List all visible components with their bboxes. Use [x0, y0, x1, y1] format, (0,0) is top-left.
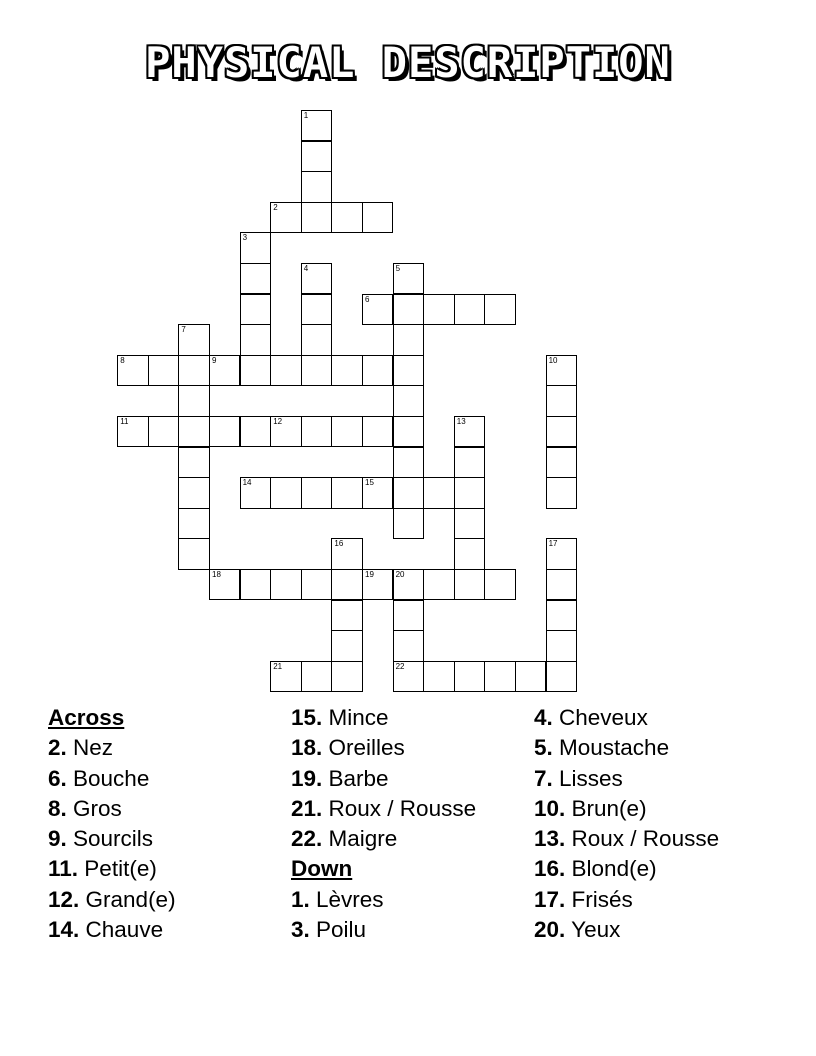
crossword-cell[interactable]: [423, 569, 454, 600]
crossword-cell[interactable]: [301, 569, 332, 600]
clue-number: 3: [242, 233, 248, 243]
crossword-cell[interactable]: [301, 141, 332, 172]
clue-item: [291, 764, 476, 794]
clue-number: 13: [456, 417, 466, 426]
clue-number: 11: [120, 417, 129, 426]
clue-item-text: Lèvres: [309, 886, 384, 912]
clue-column-2: [291, 703, 476, 945]
clue-item-text: Roux / Rousse: [322, 795, 477, 821]
crossword-cell[interactable]: [546, 661, 577, 692]
crossword-cell[interactable]: [331, 569, 362, 600]
crossword-cell[interactable]: [454, 508, 485, 539]
clue-item: [534, 885, 719, 915]
crossword-cell[interactable]: [178, 508, 209, 539]
clue-item-number: 6.: [48, 765, 67, 791]
clue-number: 9: [212, 355, 217, 365]
crossword-cell[interactable]: [331, 355, 362, 386]
crossword-cell[interactable]: [331, 600, 362, 631]
clue-item-text: Blond(e): [565, 856, 657, 882]
clue-item-text: Sourcils: [66, 826, 154, 852]
crossword-cell[interactable]: [240, 324, 271, 355]
crossword-cell[interactable]: [270, 202, 301, 233]
crossword-cell[interactable]: [331, 416, 362, 447]
clue-item: [48, 854, 176, 884]
across-clue-list-continued: [291, 703, 476, 854]
clue-item-text: Brun(e): [565, 795, 647, 821]
crossword-cell[interactable]: [484, 569, 515, 600]
crossword-cell[interactable]: [454, 294, 485, 325]
crossword-cell[interactable]: [240, 569, 271, 600]
down-clue-list-continued: [534, 703, 719, 945]
crossword-cell[interactable]: [393, 447, 424, 478]
crossword-cell[interactable]: [454, 477, 485, 508]
crossword-cell[interactable]: [301, 202, 332, 233]
crossword-cell[interactable]: [301, 416, 332, 447]
crossword-cell[interactable]: [148, 416, 179, 447]
clue-item: [534, 764, 719, 794]
crossword-cell[interactable]: [117, 355, 148, 386]
crossword-cell[interactable]: [209, 416, 240, 447]
crossword-cell[interactable]: [209, 569, 240, 600]
crossword-cell[interactable]: [178, 355, 209, 386]
crossword-cell[interactable]: [393, 416, 424, 447]
clue-item-text: Lisses: [552, 765, 623, 791]
crossword-cell[interactable]: [393, 324, 424, 355]
clue-item-text: Moustache: [552, 735, 670, 761]
crossword-cell[interactable]: [484, 661, 515, 692]
clue-number: 10: [548, 355, 558, 365]
clue-item-number: 5.: [534, 735, 553, 761]
clue-item: [534, 824, 719, 854]
crossword-cell[interactable]: [362, 355, 393, 386]
crossword-cell[interactable]: [301, 324, 332, 355]
clue-column-1: [48, 703, 176, 945]
clue-number: 2: [273, 202, 278, 212]
crossword-cell[interactable]: [546, 416, 577, 447]
clue-number: 16: [334, 539, 344, 549]
clue-item: [534, 733, 719, 763]
crossword-cell[interactable]: [546, 447, 577, 478]
clue-item-number: 19.: [291, 765, 323, 791]
crossword-cell[interactable]: [148, 355, 179, 386]
crossword-cell[interactable]: [178, 477, 209, 508]
crossword-cell[interactable]: [423, 477, 454, 508]
clue-number: 15: [365, 478, 374, 488]
crossword-cell[interactable]: [270, 477, 301, 508]
clue-item-text: Gros: [66, 795, 122, 821]
clue-item-text: Grand(e): [79, 886, 176, 912]
clue-number: 12: [273, 417, 283, 426]
clue-item: [291, 733, 476, 763]
crossword-cell[interactable]: [362, 416, 393, 447]
crossword-cell[interactable]: [301, 110, 332, 141]
clue-number: 20: [395, 570, 405, 579]
clue-item-number: 7.: [534, 765, 553, 791]
crossword-cell[interactable]: [362, 477, 393, 508]
clue-item-number: 3.: [291, 917, 310, 943]
crossword-cell[interactable]: [270, 569, 301, 600]
crossword-cell[interactable]: [270, 661, 301, 692]
crossword-cell[interactable]: [240, 416, 271, 447]
clue-item-number: 17.: [534, 886, 566, 912]
clue-item-text: Poilu: [309, 917, 367, 943]
crossword-cell[interactable]: [362, 294, 393, 325]
clue-number: 8: [120, 355, 125, 365]
clue-number: 6: [365, 294, 370, 304]
crossword-cell[interactable]: [454, 416, 485, 447]
crossword-cell[interactable]: [301, 294, 332, 325]
clue-item-text: Oreilles: [322, 735, 405, 761]
clue-item: [48, 764, 176, 794]
crossword-cell[interactable]: [546, 538, 577, 569]
crossword-cell[interactable]: [393, 263, 424, 294]
crossword-cell[interactable]: [393, 477, 424, 508]
crossword-cell[interactable]: [331, 202, 362, 233]
crossword-cell[interactable]: [178, 416, 209, 447]
page-title: PHYSICAL DESCRIPTION: [145, 38, 671, 87]
crossword-cell[interactable]: [301, 263, 332, 294]
clue-item-text: Yeux: [565, 917, 621, 943]
crossword-cell[interactable]: [546, 569, 577, 600]
crossword-cell[interactable]: [454, 538, 485, 569]
crossword-cell[interactable]: [546, 630, 577, 661]
clue-item: [534, 915, 719, 945]
clue-item: [291, 885, 476, 915]
crossword-cell[interactable]: [178, 385, 209, 416]
clue-column-3: [534, 703, 719, 945]
clue-item: [48, 794, 176, 824]
clue-item-text: Frisés: [565, 886, 633, 912]
clue-number: 14: [242, 478, 252, 488]
down-clue-list: [291, 885, 476, 946]
clue-item-number: 15.: [291, 705, 323, 730]
crossword-cell[interactable]: [117, 416, 148, 447]
crossword-cell[interactable]: [301, 661, 332, 692]
clue-number: 22: [395, 661, 405, 671]
crossword-cell[interactable]: [484, 294, 515, 325]
crossword-cell[interactable]: [270, 416, 301, 447]
clue-number: 5: [395, 264, 401, 273]
crossword-cell[interactable]: [331, 661, 362, 692]
clue-item-text: Chauve: [79, 917, 164, 943]
crossword-cell[interactable]: [454, 661, 485, 692]
clue-item: [291, 794, 476, 824]
clue-number: 4: [303, 264, 309, 273]
crossword-cell[interactable]: [240, 294, 271, 325]
clue-item-number: 4.: [534, 705, 553, 730]
clue-number: 17: [548, 539, 558, 549]
crossword-cell[interactable]: [546, 477, 577, 508]
clue-item-text: Nez: [66, 735, 114, 761]
clue-item-number: 22.: [291, 826, 323, 852]
clue-item: [48, 885, 176, 915]
clue-item-number: 2.: [48, 735, 67, 761]
clue-number: 7: [181, 325, 186, 335]
crossword-cell[interactable]: [423, 294, 454, 325]
clue-number: 19: [365, 570, 374, 579]
clue-item: [291, 915, 476, 945]
crossword-cell[interactable]: [393, 630, 424, 661]
crossword-cell[interactable]: [178, 447, 209, 478]
clue-item-text: Petit(e): [78, 856, 157, 882]
crossword-cell[interactable]: [362, 569, 393, 600]
down-header: Down: [291, 856, 353, 882]
crossword-cell[interactable]: [454, 447, 485, 478]
clue-item-number: 1.: [291, 886, 310, 912]
clue-item-text: Maigre: [322, 826, 398, 852]
crossword-cell[interactable]: [515, 661, 546, 692]
clue-item-text: Roux / Rousse: [565, 826, 720, 852]
crossword-cell[interactable]: [393, 385, 424, 416]
crossword-cell[interactable]: [240, 477, 271, 508]
clue-number: 1: [303, 111, 309, 120]
clue-item-text: Cheveux: [552, 705, 648, 730]
clue-item-number: 21.: [291, 795, 323, 821]
crossword-cell[interactable]: [331, 538, 362, 569]
crossword-cell[interactable]: [301, 355, 332, 386]
across-header: Across: [48, 705, 125, 730]
crossword-cell[interactable]: [301, 477, 332, 508]
crossword-cell[interactable]: [393, 508, 424, 539]
crossword-cell[interactable]: [393, 294, 424, 325]
clue-item-number: 16.: [534, 856, 566, 882]
crossword-cell[interactable]: [240, 263, 271, 294]
clue-number: 18: [212, 570, 221, 579]
clue-item-number: 14.: [48, 917, 80, 943]
clue-item: [291, 824, 476, 854]
clue-item-text: Bouche: [66, 765, 150, 791]
clue-item-number: 20.: [534, 917, 566, 943]
crossword-cell[interactable]: [178, 324, 209, 355]
across-clue-list: [48, 733, 176, 945]
crossword-cell[interactable]: [546, 355, 577, 386]
clue-item: [534, 794, 719, 824]
crossword-cell[interactable]: [178, 538, 209, 569]
clue-item: [48, 733, 176, 763]
clue-item-number: 10.: [534, 795, 566, 821]
crossword-cell[interactable]: [362, 202, 393, 233]
crossword-cell[interactable]: [209, 355, 240, 386]
crossword-cell[interactable]: [423, 661, 454, 692]
clue-item-text: Barbe: [322, 765, 389, 791]
crossword-cell[interactable]: [393, 600, 424, 631]
crossword-cell[interactable]: [270, 355, 301, 386]
crossword-cell[interactable]: [331, 630, 362, 661]
crossword-cell[interactable]: [454, 569, 485, 600]
clue-item-number: 8.: [48, 795, 67, 821]
crossword-cell[interactable]: [240, 232, 271, 263]
clue-item: [534, 703, 719, 733]
clue-item-text: Mince: [322, 705, 389, 730]
clue-item: [48, 915, 176, 945]
crossword-cell[interactable]: [301, 171, 332, 202]
clue-item-number: 18.: [291, 735, 323, 761]
clue-item-number: 13.: [534, 826, 566, 852]
crossword-cell[interactable]: [240, 355, 271, 386]
crossword-cell[interactable]: [546, 600, 577, 631]
clue-item: [48, 824, 176, 854]
clue-item: [534, 854, 719, 884]
crossword-cell[interactable]: [546, 385, 577, 416]
clue-item-number: 9.: [48, 826, 67, 852]
clue-number: 21: [273, 661, 283, 671]
clue-item-number: 12.: [48, 886, 80, 912]
clue-item-number: 11.: [48, 856, 79, 882]
crossword-cell[interactable]: [331, 477, 362, 508]
crossword-cell[interactable]: [393, 569, 424, 600]
clue-item: [291, 703, 476, 733]
crossword-cell[interactable]: [393, 355, 424, 386]
crossword-cell[interactable]: [393, 661, 424, 692]
